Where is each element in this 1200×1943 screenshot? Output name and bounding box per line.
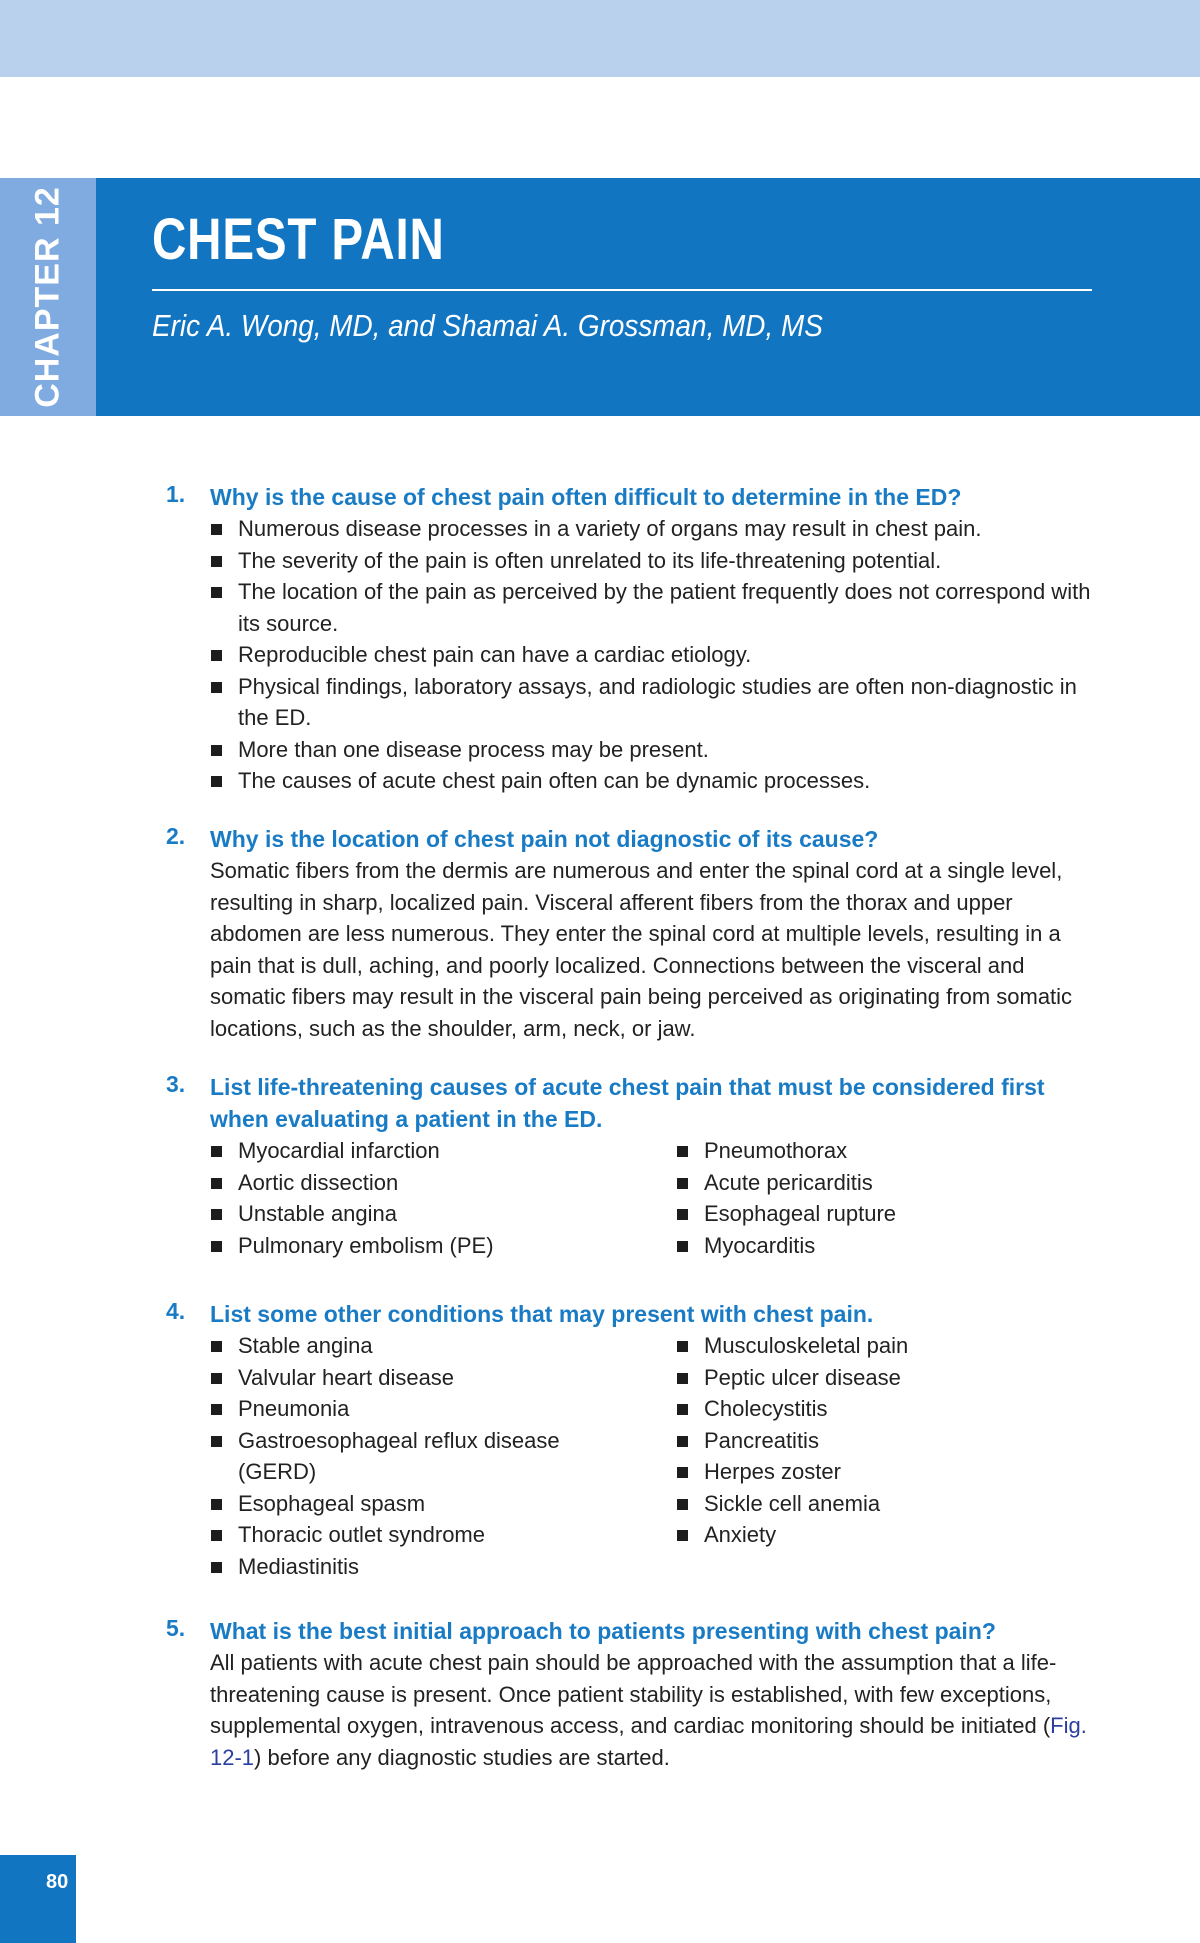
list-item: Valvular heart disease bbox=[210, 1362, 676, 1394]
question-4 bbox=[166, 1298, 1106, 1582]
list-item: Gastroesophageal reflux disease (GERD) bbox=[210, 1425, 608, 1488]
list-item: Mediastinitis bbox=[210, 1551, 676, 1583]
answer-two-column-list bbox=[210, 1135, 1106, 1261]
square-bullet-icon bbox=[677, 1241, 688, 1252]
square-bullet-icon bbox=[211, 1373, 222, 1384]
top-color-band bbox=[0, 0, 1200, 77]
square-bullet-icon bbox=[211, 1436, 222, 1447]
left-column bbox=[210, 1330, 676, 1582]
list-item: Herpes zoster bbox=[676, 1456, 1096, 1488]
square-bullet-icon bbox=[211, 556, 222, 567]
question-text: What is the best initial approach to patients presenting with chest pain? bbox=[210, 1618, 996, 1644]
square-bullet-icon bbox=[677, 1373, 688, 1384]
square-bullet-icon bbox=[677, 1404, 688, 1415]
square-bullet-icon bbox=[677, 1499, 688, 1510]
square-bullet-icon bbox=[211, 587, 222, 598]
answer-paragraph: Somatic fibers from the dermis are numerous and enter the spinal cord at a single level, resulting in sharp, localized pain. Visceral afferent fibers from the thorax and upper abdomen are less numerous. They enter the spinal cord at multiple levels, resulting in a pain that is dull, aching, and poorly localized. Connections between the visceral and somatic fibers may result in the visceral pain being perceived as originating from somatic locations, such as the shoulder, arm, neck, or jaw. bbox=[210, 858, 1073, 1041]
question-number: 5. bbox=[166, 1615, 186, 1641]
list-item: Pancreatitis bbox=[676, 1425, 1096, 1457]
question-text: Why is the cause of chest pain often difficult to determine in the ED? bbox=[210, 484, 962, 510]
title-divider bbox=[152, 289, 1092, 291]
list-item: Cholecystitis bbox=[676, 1393, 1096, 1425]
question-number: 3. bbox=[166, 1071, 186, 1097]
question-3 bbox=[166, 1071, 1106, 1261]
square-bullet-icon bbox=[211, 682, 222, 693]
list-item: Sickle cell anemia bbox=[676, 1488, 1096, 1520]
list-item: Musculoskeletal pain bbox=[676, 1330, 1096, 1362]
square-bullet-icon bbox=[677, 1146, 688, 1157]
question-5 bbox=[166, 1615, 1106, 1773]
question-number: 1. bbox=[166, 481, 186, 507]
square-bullet-icon bbox=[677, 1530, 688, 1541]
chapter-title: CHEST PAIN bbox=[152, 207, 445, 272]
question-text: Why is the location of chest pain not diagnostic of its cause? bbox=[210, 826, 879, 852]
list-item: Pulmonary embolism (PE) bbox=[210, 1230, 676, 1262]
list-item: Esophageal rupture bbox=[676, 1198, 1096, 1230]
list-item: Myocarditis bbox=[676, 1230, 1096, 1262]
list-item: Stable angina bbox=[210, 1330, 676, 1362]
answer-paragraph: All patients with acute chest pain should be approached with the assumption that a life-threatening cause is present. Once patient stability is established, with few exceptions, supplemental oxygen, intravenous access, and cardiac monitoring should be initiated (Fig. 12-1) before any diagnostic studies are started. bbox=[210, 1650, 1087, 1770]
chapter-header bbox=[0, 178, 1200, 416]
chapter-tab bbox=[0, 178, 96, 416]
list-item: Acute pericarditis bbox=[676, 1167, 1096, 1199]
square-bullet-icon bbox=[211, 1209, 222, 1220]
figure-reference-link[interactable]: Fig. 12-1 bbox=[210, 1713, 1087, 1770]
list-item: Numerous disease processes in a variety of organs may result in chest pain. bbox=[210, 513, 1106, 545]
left-column bbox=[210, 1135, 676, 1261]
square-bullet-icon bbox=[677, 1209, 688, 1220]
list-item: Physical findings, laboratory assays, and radiologic studies are often non-diagnostic in the ED. bbox=[210, 671, 1106, 734]
answer-two-column-list bbox=[210, 1330, 1106, 1582]
question-text: List some other conditions that may present with chest pain. bbox=[210, 1301, 874, 1327]
answer-bullet-list bbox=[210, 513, 1106, 797]
square-bullet-icon bbox=[211, 650, 222, 661]
square-bullet-icon bbox=[211, 745, 222, 756]
list-item: Unstable angina bbox=[210, 1198, 676, 1230]
square-bullet-icon bbox=[211, 1530, 222, 1541]
list-item: Esophageal spasm bbox=[210, 1488, 676, 1520]
list-item: Reproducible chest pain can have a cardiac etiology. bbox=[210, 639, 1106, 671]
square-bullet-icon bbox=[211, 1341, 222, 1352]
list-item: Thoracic outlet syndrome bbox=[210, 1519, 676, 1551]
square-bullet-icon bbox=[211, 1562, 222, 1573]
square-bullet-icon bbox=[677, 1341, 688, 1352]
square-bullet-icon bbox=[677, 1436, 688, 1447]
list-item: The location of the pain as perceived by the patient frequently does not correspond with its source. bbox=[210, 576, 1106, 639]
square-bullet-icon bbox=[211, 1178, 222, 1189]
question-number: 4. bbox=[166, 1298, 186, 1324]
list-item: The severity of the pain is often unrelated to its life-threatening potential. bbox=[210, 545, 1106, 577]
list-item: The causes of acute chest pain often can be dynamic processes. bbox=[210, 765, 1106, 797]
list-item: More than one disease process may be present. bbox=[210, 734, 1106, 766]
square-bullet-icon bbox=[677, 1178, 688, 1189]
square-bullet-icon bbox=[211, 1499, 222, 1510]
list-item: Pneumonia bbox=[210, 1393, 676, 1425]
square-bullet-icon bbox=[211, 776, 222, 787]
square-bullet-icon bbox=[211, 1241, 222, 1252]
list-item: Anxiety bbox=[676, 1519, 1096, 1551]
list-item: Peptic ulcer disease bbox=[676, 1362, 1096, 1394]
right-column bbox=[676, 1135, 1096, 1261]
question-number: 2. bbox=[166, 823, 186, 849]
list-item: Aortic dissection bbox=[210, 1167, 676, 1199]
square-bullet-icon bbox=[211, 1146, 222, 1157]
list-item: Pneumothorax bbox=[676, 1135, 1096, 1167]
square-bullet-icon bbox=[211, 524, 222, 535]
page-number-box bbox=[0, 1855, 76, 1943]
question-1 bbox=[166, 481, 1106, 797]
chapter-label: CHAPTER 12 bbox=[28, 186, 67, 408]
list-item: Myocardial infarction bbox=[210, 1135, 676, 1167]
question-text: List life-threatening causes of acute chest pain that must be considered first when evaluating a patient in the ED. bbox=[210, 1074, 1045, 1132]
chapter-authors: Eric A. Wong, MD, and Shamai A. Grossman, MD, MS bbox=[152, 308, 823, 343]
question-2 bbox=[166, 823, 1106, 1044]
square-bullet-icon bbox=[211, 1404, 222, 1415]
square-bullet-icon bbox=[677, 1467, 688, 1478]
page-number: 80 bbox=[46, 1871, 69, 1893]
right-column bbox=[676, 1330, 1096, 1582]
